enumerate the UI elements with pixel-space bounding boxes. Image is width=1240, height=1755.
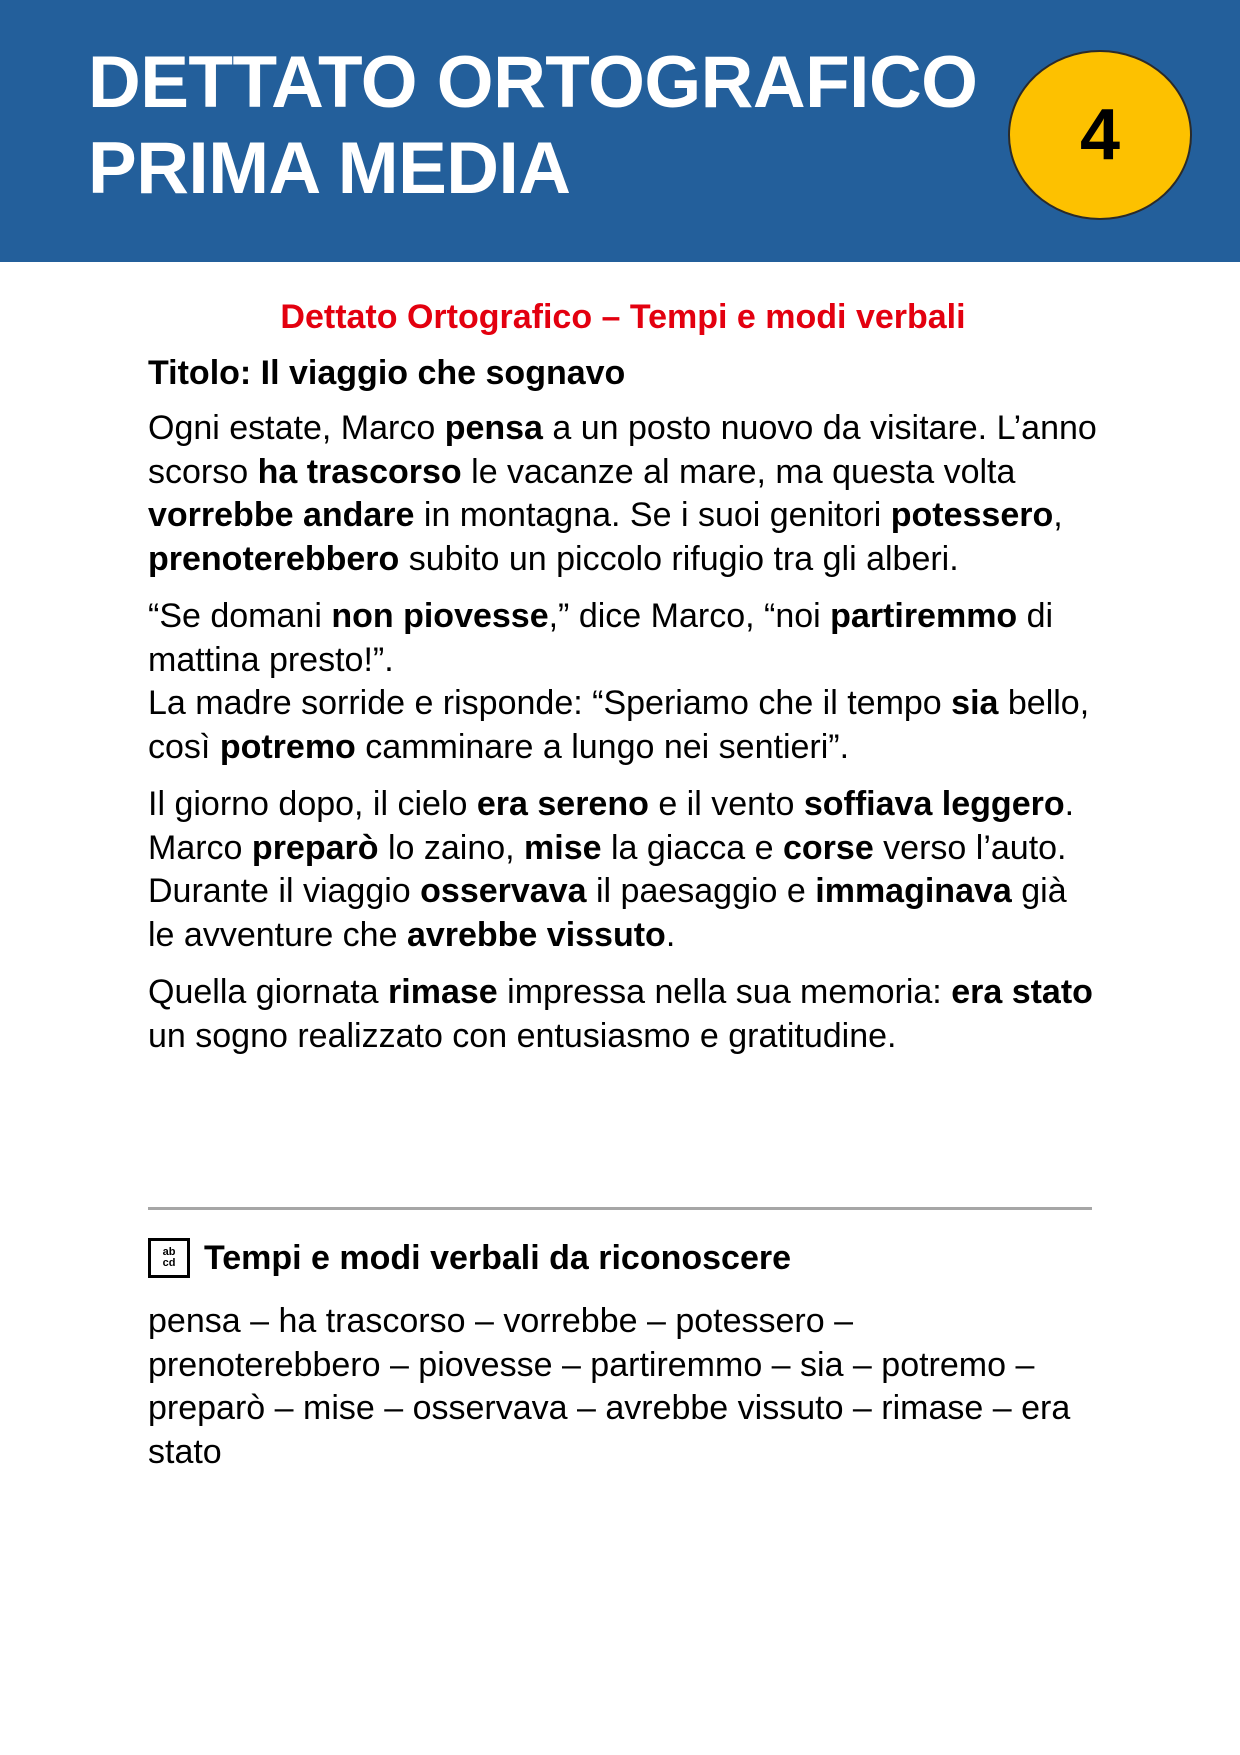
dictation-title: Titolo: Il viaggio che sognavo xyxy=(148,354,626,392)
text-segment: già le avventure che xyxy=(148,872,1067,954)
verbs-list: pensa – ha trascorso – vorrebbe – potessero – prenoterebbero – piovesse – partiremmo – sia – potremo – preparò – mise – osservava – avrebbe vissuto – rimase – era stato xyxy=(148,1302,1071,1471)
highlighted-verb: era stato xyxy=(951,973,1093,1011)
paragraph-2 xyxy=(148,595,1098,769)
title-line-1: DETTATO ORTOGRAFICO xyxy=(88,42,978,123)
text-segment: subito un piccolo rifugio tra gli alberi. xyxy=(399,539,959,578)
title-line-2: PRIMA MEDIA xyxy=(88,128,571,209)
highlighted-verb: avrebbe vissuto xyxy=(406,915,666,954)
abcd-icon-top: ab xyxy=(162,1246,176,1258)
verbs-section-title: Tempi e modi verbali da riconoscere xyxy=(204,1239,792,1277)
text-segment: Il giorno dopo, il cielo xyxy=(148,785,477,823)
text-segment: ,” dice Marco, “noi xyxy=(548,597,831,635)
highlighted-verb: potessero xyxy=(890,496,1054,534)
text-segment: lo zaino, xyxy=(378,828,525,867)
dictation-content xyxy=(148,290,1098,1058)
text-segment: camminare a lungo nei sentieri”. xyxy=(355,727,850,766)
text-segment: bello, così xyxy=(148,684,1090,766)
highlighted-verb: ha trascorso xyxy=(257,452,462,491)
verbs-section-header xyxy=(148,1238,791,1278)
page-title xyxy=(88,40,977,212)
paragraph-3 xyxy=(148,783,1098,957)
highlighted-verb: vorrebbe andare xyxy=(148,496,415,534)
paragraph-1 xyxy=(148,407,1098,581)
text-segment: un sogno realizzato con entusiasmo e gratitudine. xyxy=(148,1016,897,1055)
section-divider xyxy=(148,1207,1092,1210)
highlighted-verb: mise xyxy=(524,828,602,867)
text-segment: e il vento xyxy=(648,785,804,823)
header-banner xyxy=(0,0,1240,262)
highlighted-verb: era sereno xyxy=(476,785,649,823)
number-badge: 4 xyxy=(1008,50,1192,220)
highlighted-verb: rimase xyxy=(388,973,498,1011)
text-segment: Quella giornata xyxy=(148,973,389,1011)
text-segment: , xyxy=(1053,496,1063,534)
highlighted-verb: corse xyxy=(783,828,874,867)
abcd-icon-bottom: cd xyxy=(162,1257,176,1269)
text-segment: La madre sorride e risponde: “Speriamo che il tempo xyxy=(148,684,952,722)
text-segment: Ogni estate, Marco xyxy=(148,409,445,447)
text-segment: le vacanze al mare, ma questa volta xyxy=(461,452,1016,491)
abcd-icon xyxy=(148,1238,190,1278)
paragraph-4 xyxy=(148,971,1098,1058)
text-segment: verso l’auto. Durante il viaggio xyxy=(148,828,1067,910)
highlighted-verb: osservava xyxy=(420,872,587,910)
subtitle: Dettato Ortografico – Tempi e modi verbali xyxy=(280,298,966,336)
highlighted-verb: non piovesse xyxy=(331,597,549,635)
highlighted-verb: prenoterebbero xyxy=(148,539,400,578)
highlighted-verb: pensa xyxy=(444,409,543,447)
text-segment: il paesaggio e xyxy=(586,872,816,910)
text-segment: la giacca e xyxy=(601,828,783,867)
text-segment: di mattina presto!”. xyxy=(148,597,1054,679)
text-segment: in montagna. Se i suoi genitori xyxy=(414,496,891,534)
highlighted-verb: soffiava leggero xyxy=(803,785,1065,823)
text-segment: “Se domani xyxy=(148,597,332,635)
highlighted-verb: partiremmo xyxy=(830,597,1018,635)
text-segment: a un posto nuovo da visitare. L’anno scorso xyxy=(148,409,1097,491)
highlighted-verb: preparò xyxy=(251,828,379,867)
highlighted-verb: sia xyxy=(951,684,999,722)
text-segment: . xyxy=(665,915,676,954)
highlighted-verb: immaginava xyxy=(815,872,1012,910)
text-segment: . Marco xyxy=(148,785,1075,867)
text-segment: impressa nella sua memoria: xyxy=(497,973,952,1011)
highlighted-verb: potremo xyxy=(219,727,356,766)
